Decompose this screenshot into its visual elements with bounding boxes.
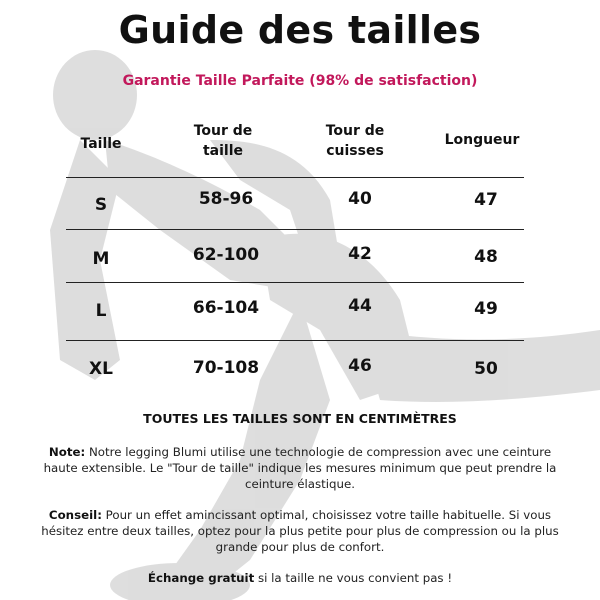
tip-paragraph (30, 507, 570, 555)
tip-label: Conseil: (48, 508, 102, 522)
cell-length: 47 (474, 190, 498, 210)
header-thigh-line2: cuisses (326, 143, 384, 159)
cell-size: S (94, 195, 108, 215)
note-paragraph (30, 444, 570, 492)
cell-waist: 66-104 (192, 298, 260, 318)
cell-size: L (95, 301, 107, 321)
cell-thigh: 40 (348, 189, 372, 209)
tip-text: Pour un effet amincissant optimal, choisissez votre taille habituelle. Si vous hésitez entre deux tailles, optez pour la plus petite pour plus de compression ou la plus grande pour plus de confort. (41, 508, 559, 554)
cell-waist: 58-96 (198, 189, 254, 209)
note-text: Notre legging Blumi utilise une technologie de compression avec une ceinture haute extensible. Le "Tour de taille" indique les mesures minimum que peut prendre la ceinture élastique. (43, 445, 557, 491)
table-divider (66, 229, 524, 230)
cell-thigh: 46 (348, 356, 372, 376)
header-thigh (312, 121, 398, 161)
cell-waist: 62-100 (192, 245, 260, 265)
table-divider (66, 282, 524, 283)
exchange-text: si la taille ne vous convient pas ! (254, 571, 453, 585)
header-thigh-line1: Tour de (325, 123, 385, 139)
units-note: TOUTES LES TAILLES SONT EN CENTIMÈTRES (143, 411, 457, 426)
exchange-label: Échange gratuit (147, 571, 255, 585)
cell-length: 50 (474, 359, 498, 379)
cell-size: XL (89, 359, 113, 379)
header-waist-line1: Tour de (193, 123, 253, 139)
table-divider (66, 177, 524, 178)
cell-thigh: 44 (348, 296, 372, 316)
page-title: Guide des tailles (118, 8, 482, 52)
cell-waist: 70-108 (192, 358, 260, 378)
header-length: Longueur (444, 132, 520, 148)
cell-size: M (92, 249, 110, 269)
cell-length: 48 (474, 247, 498, 267)
header-waist-line2: taille (202, 143, 244, 159)
cell-thigh: 42 (348, 244, 372, 264)
table-divider (66, 340, 524, 341)
note-label: Note: (48, 445, 86, 459)
header-waist (180, 121, 266, 161)
guarantee-subtitle: Garantie Taille Parfaite (98% de satisfaction) (122, 73, 478, 89)
cell-length: 49 (474, 299, 498, 319)
header-size: Taille (80, 136, 122, 152)
exchange-paragraph (30, 570, 570, 586)
